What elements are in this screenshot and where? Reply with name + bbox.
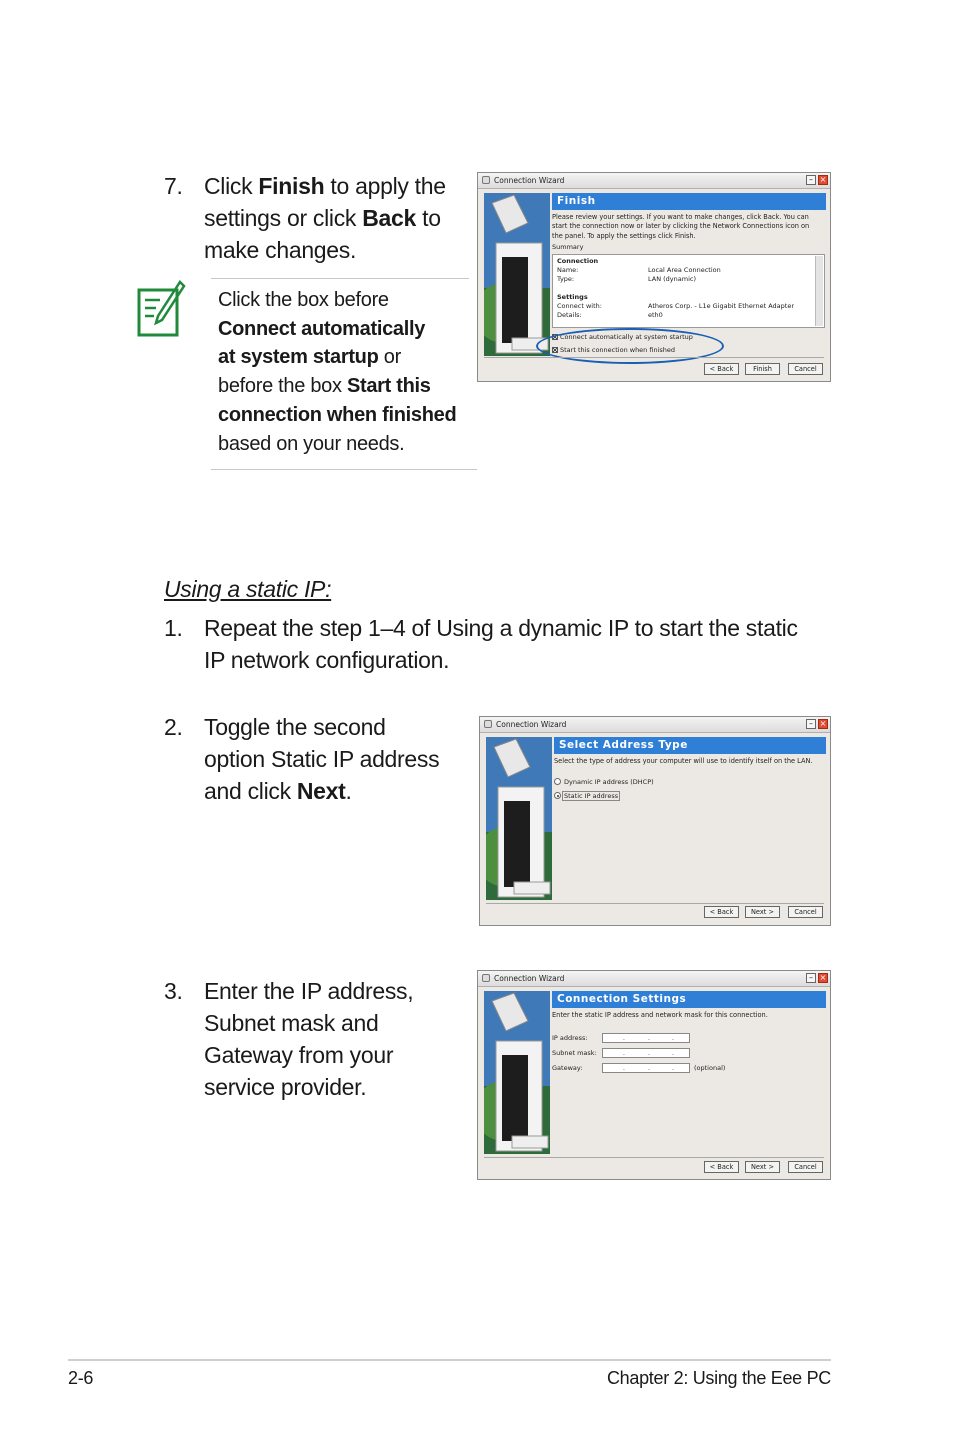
close-icon[interactable]: × <box>819 719 827 728</box>
section-heading: Using a static IP: <box>164 576 332 602</box>
address-type-wizard-window <box>479 716 831 926</box>
note-bottom-rule <box>211 469 477 470</box>
close-icon[interactable]: × <box>819 973 827 982</box>
connect-with-value: Atheros Corp. - L1e Gigabit Ethernet Adapter <box>648 302 794 310</box>
minimize-icon[interactable]: – <box>806 175 816 185</box>
static-ip-radio[interactable] <box>554 792 561 799</box>
wizard-description: Please review your settings. If you want to make changes, click Back. You can start the connection now or later by clicking the Network Connections icon on the panel. To apply the settings click Finish. <box>552 213 810 240</box>
cancel-button[interactable]: Cancel <box>788 363 823 375</box>
name-label: Name: <box>557 266 579 274</box>
step-2 <box>164 711 464 811</box>
step-number: 7. <box>164 173 183 199</box>
step-number: 3. <box>164 978 183 1004</box>
back-button[interactable]: < Back <box>704 906 739 918</box>
connection-label: Connection <box>557 257 599 265</box>
summary-box[interactable] <box>552 254 825 328</box>
next-button[interactable]: Next > <box>745 1161 780 1173</box>
dynamic-ip-radio[interactable] <box>554 778 561 785</box>
summary-label: Summary <box>552 243 584 251</box>
type-label: Type: <box>557 275 575 283</box>
step-text: Repeat the step 1–4 of Using a dynamic IP to start the static IP network configuration. <box>204 615 798 673</box>
step-text: Enter the IP address, Subnet mask and Gateway from your service provider. <box>204 978 414 1100</box>
window-titlebar <box>478 173 830 189</box>
static-ip-label[interactable]: Static IP address <box>564 792 619 800</box>
window-title: Connection Wizard <box>496 720 567 729</box>
footer-rule <box>68 1359 831 1361</box>
finish-wizard-window <box>477 172 831 382</box>
connect-automatically-label[interactable]: Connect automatically at system startup <box>560 333 693 341</box>
page-number: 2-6 <box>68 1368 94 1388</box>
start-connection-label[interactable]: Start this connection when finished <box>560 346 676 354</box>
wizard-content <box>552 991 826 1151</box>
connect-with-label: Connect with: <box>557 302 602 310</box>
wizard-content <box>554 737 826 897</box>
window-titlebar <box>478 971 830 987</box>
wizard-header: Select Address Type <box>554 737 826 754</box>
step-7 <box>164 170 464 270</box>
cancel-button[interactable]: Cancel <box>788 906 823 918</box>
dynamic-ip-label[interactable]: Dynamic IP address (DHCP) <box>564 778 654 786</box>
wizard-description: Enter the static IP address and network mask for this connection. <box>552 1011 768 1019</box>
wizard-art-image <box>484 193 550 356</box>
window-title: Connection Wizard <box>494 974 565 983</box>
minimize-icon[interactable]: – <box>806 973 816 983</box>
step-number: 2. <box>164 714 183 740</box>
button-separator <box>484 357 824 358</box>
gateway-label: Gateway: <box>552 1064 583 1072</box>
ip-address-input[interactable]: . . . <box>602 1033 690 1043</box>
details-label: Details: <box>557 311 582 319</box>
window-title: Connection Wizard <box>494 176 565 185</box>
button-separator <box>486 903 824 904</box>
window-titlebar <box>480 717 830 733</box>
step-text: Click Finish to apply the settings or click Back to make changes. <box>204 173 446 263</box>
note-icon <box>136 280 186 338</box>
wizard-art-image <box>486 737 552 900</box>
step-3 <box>164 975 464 1105</box>
cancel-button[interactable]: Cancel <box>788 1161 823 1173</box>
wizard-art-image <box>484 991 550 1154</box>
step-text: Toggle the second option Static IP address and click Next. <box>204 714 440 804</box>
wizard-header: Finish <box>552 193 826 210</box>
minimize-icon[interactable]: – <box>806 719 816 729</box>
finish-button[interactable]: Finish <box>745 363 780 375</box>
button-separator <box>484 1157 824 1158</box>
details-value: eth0 <box>648 311 663 319</box>
ip-address-label: IP address: <box>552 1034 588 1042</box>
step-number: 1. <box>164 615 183 641</box>
window-icon <box>482 176 490 184</box>
chapter-title: Chapter 2: Using the Eee PC <box>606 1368 831 1388</box>
note-text: Click the box before Connect automatically at system startup or before the box Start this connection when finished based on your needs. <box>218 289 457 455</box>
gateway-optional-label: (optional) <box>694 1064 726 1072</box>
wizard-description: Select the type of address your computer will use to identify itself on the LAN. <box>554 757 813 765</box>
window-icon <box>484 720 492 728</box>
subnet-mask-input[interactable]: . . . <box>602 1048 690 1058</box>
wizard-header: Connection Settings <box>552 991 826 1008</box>
back-button[interactable]: < Back <box>704 363 739 375</box>
step-1 <box>164 612 844 678</box>
connection-settings-wizard-window <box>477 970 831 1180</box>
summary-scrollbar[interactable] <box>815 256 823 326</box>
gateway-input[interactable]: . . . <box>602 1063 690 1073</box>
checkbox-highlight-ring <box>536 328 724 364</box>
settings-label: Settings <box>557 293 588 301</box>
subnet-mask-label: Subnet mask: <box>552 1049 597 1057</box>
name-value: Local Area Connection <box>648 266 721 274</box>
next-button[interactable]: Next > <box>745 906 780 918</box>
note-top-rule <box>211 278 469 279</box>
type-value: LAN (dynamic) <box>648 275 697 283</box>
close-icon[interactable]: × <box>819 175 827 184</box>
back-button[interactable]: < Back <box>704 1161 739 1173</box>
window-icon <box>482 974 490 982</box>
